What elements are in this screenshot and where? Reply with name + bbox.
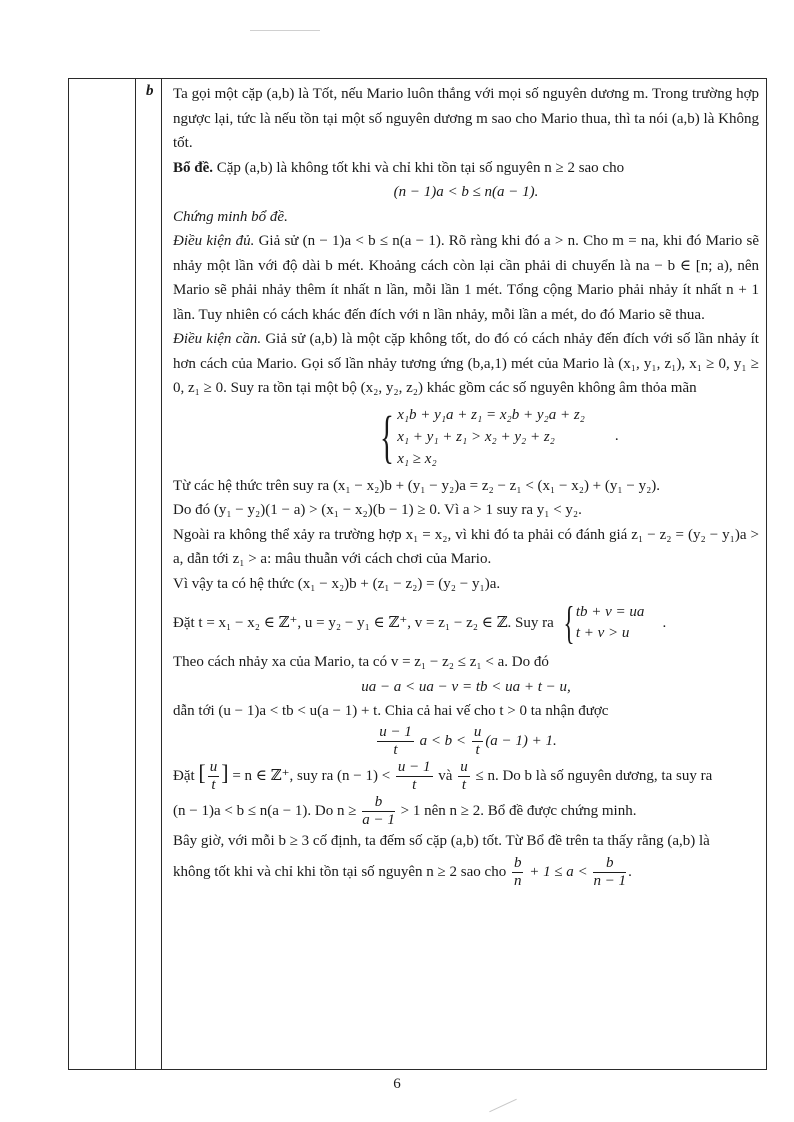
- scan-artifact: [250, 30, 320, 31]
- denominator: a − 1: [362, 811, 395, 828]
- scan-artifact: [489, 1099, 517, 1113]
- system-line: t + v > u: [575, 625, 630, 641]
- numerator: u − 1: [379, 723, 412, 740]
- brace-glyph: {: [380, 403, 395, 469]
- fraction: [208, 759, 220, 794]
- fraction: [512, 855, 524, 890]
- text: .: [628, 863, 632, 880]
- part-label: b: [146, 83, 154, 99]
- fraction: [396, 759, 433, 794]
- fraction: [472, 724, 484, 759]
- substitution-text: Đặt t = x₁ − x₂ ∈ ℤ⁺, u = y₂ − y₁ ∈ ℤ⁺, v = z₁ − z₂ ∈ ℤ. Suy ra: [173, 614, 554, 631]
- text: > 1 nên n ≥ 2. Bổ đề được chứng minh.: [400, 802, 637, 819]
- fraction: [593, 855, 626, 890]
- conclusion-paragraph: [173, 794, 759, 829]
- necessary-heading: Điều kiện cần.: [173, 331, 262, 347]
- sufficient-text: Giả sử (n − 1)a < b ≤ n(a − 1). Rõ ràng khi đó a > n. Cho m = na, khi đó Mario sẽ nhảy một lần với độ dài b mét. Khoảng cách còn lại cần phải di chuyển là na − b ∈ [n; a), nên Mario sẽ phải nhảy thêm ít nhất n lần, mỗi lần 1 mét. Tổng cộng Mario phải nhảy ít nhất n + 1 lần. Tuy nhiên có cách khác đến đích với n lần nhảy, mỗi lần a mét, do đó Mario sẽ thua.: [173, 233, 759, 323]
- text: và: [438, 767, 453, 784]
- derivation-paragraph: Ngoài ra không thể xảy ra trường hợp x₁ = x₂, vì khi đó ta phải có đánh giá z₁ − z₂ = (y₂ − y₁)a > a, dẫn tới z₁ > a: mâu thuẫn với cách chơi của Mario.: [173, 526, 759, 567]
- numerator: u: [209, 758, 218, 775]
- sufficient-heading: Điều kiện đủ.: [173, 233, 255, 249]
- necessary-paragraph: [173, 327, 759, 401]
- numerator: b: [362, 794, 395, 812]
- denominator: n: [513, 873, 522, 889]
- numerator: b: [513, 855, 522, 871]
- numerator: u − 1: [397, 758, 431, 775]
- lemma-text: Cặp (a,b) là không tốt khi và chỉ khi tồn tại số nguyên n ≥ 2 sao cho: [213, 159, 625, 176]
- fraction-inequality: [173, 724, 759, 759]
- text: không tốt khi và chỉ khi tồn tại số nguyên n ≥ 2 sao cho: [173, 863, 507, 880]
- system-line: x₁ ≥ x₂: [397, 450, 437, 467]
- denominator: t: [412, 776, 417, 793]
- derivation-paragraph: dẫn tới (u − 1)a < tb < u(a − 1) + t. Chia cả hai vế cho t > 0 ta nhận được: [173, 703, 609, 719]
- denominator: t: [211, 776, 216, 793]
- numerator: b: [593, 855, 626, 873]
- denominator: n − 1: [593, 873, 627, 889]
- denominator: t: [461, 776, 467, 793]
- solution-table: [68, 78, 767, 1070]
- equation-system-1: [233, 404, 759, 470]
- text: (n − 1)a < b ≤ n(a − 1). Do n ≥: [173, 802, 357, 819]
- text: = n ∈ ℤ⁺, suy ra (n − 1) <: [232, 767, 391, 784]
- numerator: u: [473, 723, 482, 740]
- column-divider: [161, 79, 162, 1069]
- lemma-equation: (n − 1)a < b ≤ n(a − 1).: [393, 184, 539, 200]
- derivation-paragraph: Vì vậy ta có hệ thức (x₁ − x₂)b + (z₁ − z₂) = (y₂ − y₁)a.: [173, 575, 501, 592]
- substitution-paragraph: [173, 597, 759, 648]
- numerator: u: [460, 758, 468, 775]
- system-line: x₁b + y₁a + z₁ = x₂b + y₂a + z₂: [397, 406, 585, 423]
- lemma-heading: Bổ đề.: [173, 159, 214, 176]
- derivation-paragraph: Theo cách nhảy xa của Mario, ta có v = z₁ − z₂ ≤ z₁ < a. Do đó: [173, 654, 549, 670]
- fraction: [458, 759, 470, 794]
- system-period: .: [662, 614, 667, 631]
- system-line: tb + v = ua: [575, 604, 645, 620]
- counting-paragraph: Bây giờ, với mỗi b ≥ 3 cố định, ta đếm số cặp (a,b) tốt. Từ Bổ đề trên ta thấy rằng (a,b) là: [173, 832, 710, 849]
- inequality-text: (a − 1) + 1.: [485, 732, 557, 749]
- denominator: t: [475, 741, 480, 758]
- system-period: .: [614, 428, 619, 445]
- definition-paragraph: Ta gọi một cặp (a,b) là Tốt, nếu Mario luôn thắng với mọi số nguyên dương m. Trong trường hợp ngược lại, tức là nếu tồn tại một số nguyên dương m sao cho Mario thua, thì ta nói (a,b) là Không tốt.: [173, 86, 759, 151]
- fraction: [377, 724, 414, 759]
- derivation-paragraph: Từ các hệ thức trên suy ra (x₁ − x₂)b + (y₁ − y₂)a = z₂ − z₁ < (x₁ − x₂) + (y₁ − y₂).: [173, 477, 661, 494]
- inequality-equation: ua − a < ua − v = tb < ua + t − u,: [361, 678, 571, 695]
- solution-content: [173, 82, 759, 890]
- text: + 1 ≤ a <: [529, 863, 588, 880]
- inequality-text: a < b <: [419, 732, 467, 749]
- text: Đặt: [173, 767, 195, 784]
- proof-heading: Chứng minh bổ đề.: [173, 208, 288, 225]
- system-lines: [576, 602, 645, 644]
- sufficient-paragraph: [173, 229, 759, 327]
- condition-paragraph: [173, 855, 759, 890]
- fraction: [362, 794, 395, 829]
- lemma-paragraph: [173, 156, 759, 181]
- page-number: 6: [393, 1076, 401, 1092]
- denominator: t: [393, 741, 398, 758]
- derivation-paragraph: Do đó (y₁ − y₂)(1 − a) > (x₁ − x₂)(b − 1) ≥ 0. Vì a > 1 suy ra y₁ < y₂.: [173, 502, 582, 518]
- text: ≤ n. Do b là số nguyên dương, ta suy ra: [475, 767, 713, 784]
- system-lines: [397, 404, 585, 470]
- floor-paragraph: Đặt [ $\frac{u}{t}$ ] = n ∈ ℤ⁺, suy ra (n − 1) < $\frac{u - 1}{t}$ và $\frac{u}{t}$ ≤ n. Do b là số nguyên dương, ta suy ra: [173, 758, 713, 793]
- column-divider: [135, 79, 136, 1069]
- necessary-text: Giả sử (a,b) là một cặp không tốt, do đó có cách nhảy đến đích với số lần nhảy ít hơn cách của Mario. Gọi số lần nhảy tương ứng (b,a,1) mét của Mario là (x₁, y₁, z₁), x₁ ≥ 0, y₁ ≥ 0, z₁ ≥ 0. Suy ra tồn tại một bộ (x₂, y₂, z₂) khác gồm các số nguyên không âm thỏa mãn: [173, 331, 759, 396]
- brace-glyph: {: [563, 597, 575, 648]
- system-line: x₁ + y₁ + z₁ > x₂ + y₂ + z₂: [397, 428, 555, 445]
